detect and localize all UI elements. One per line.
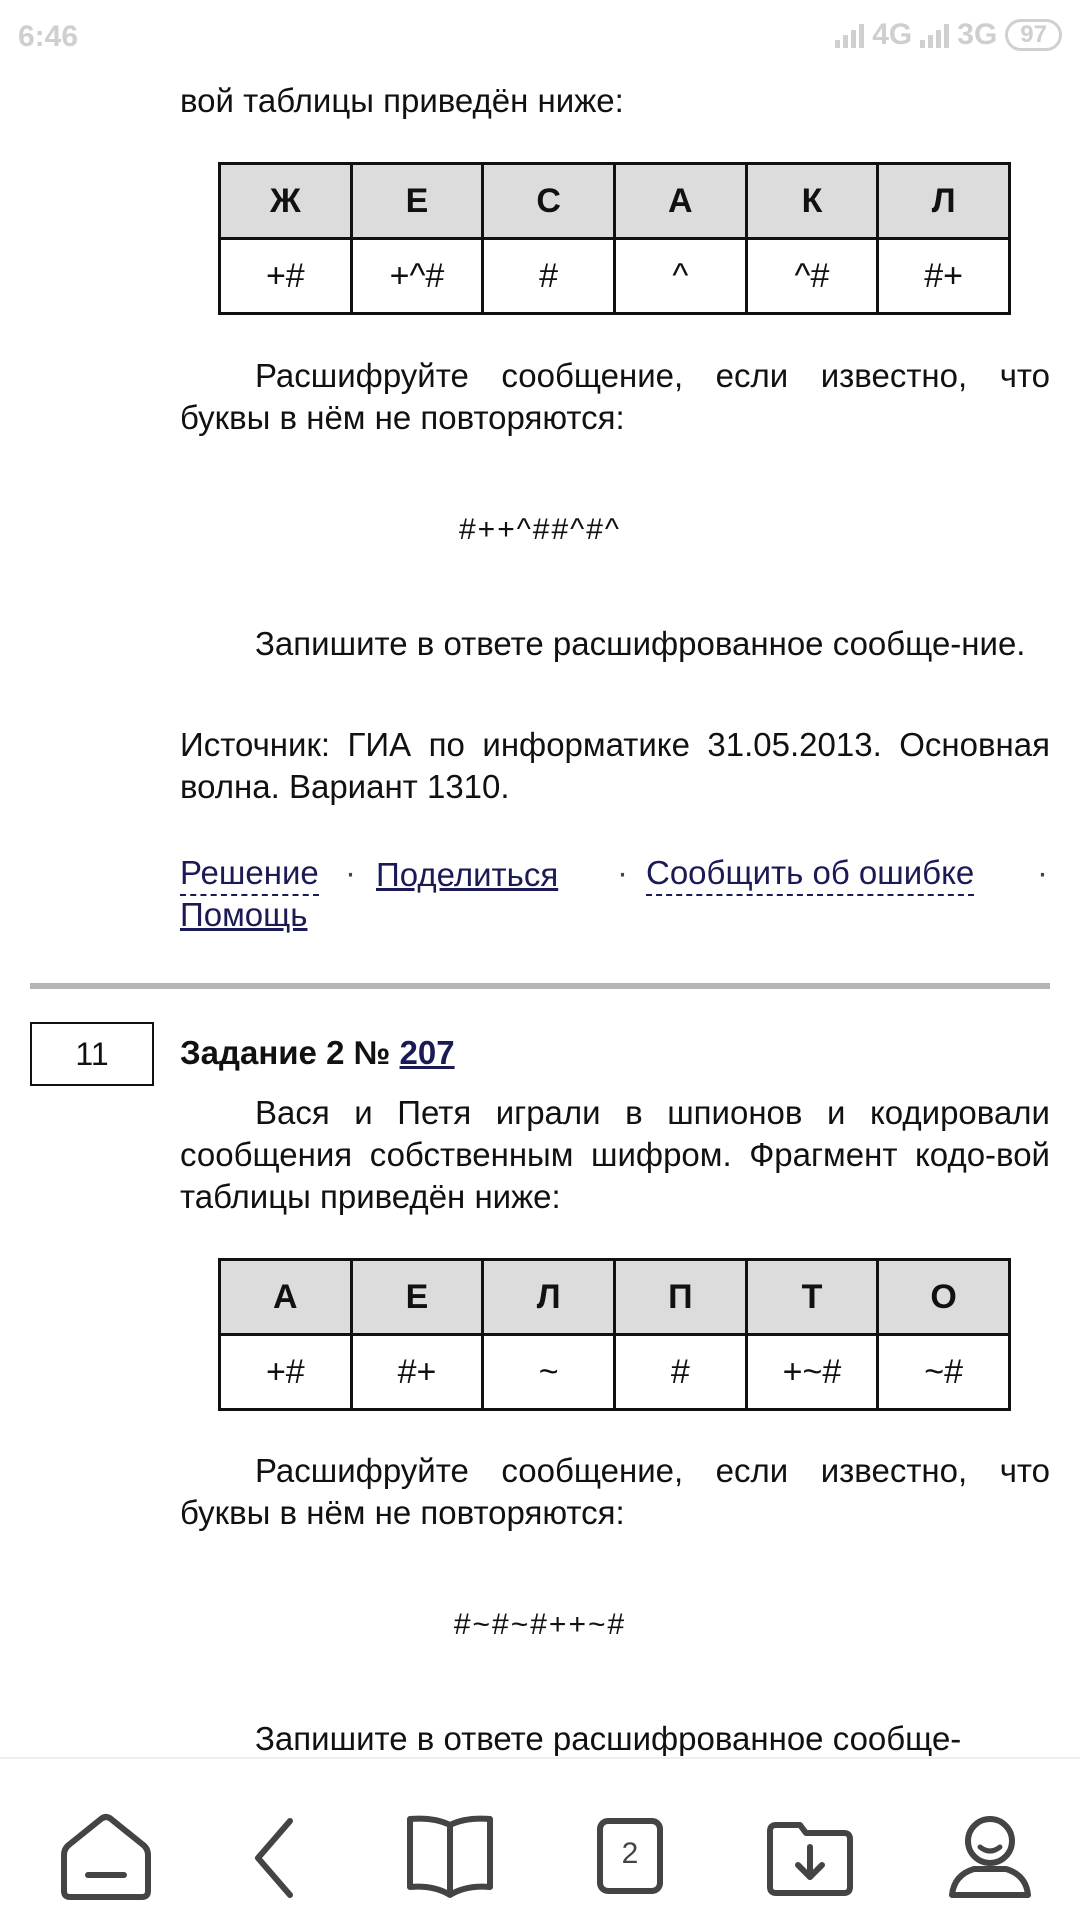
- downloads-icon: [760, 1803, 860, 1903]
- answer-prompt: Запишите в ответе расшифрованное сообще-: [255, 1720, 962, 1756]
- table-cell: #: [483, 239, 615, 314]
- table-cell: ~: [483, 1335, 615, 1410]
- table-cell: Е: [351, 164, 483, 239]
- task-number-badge: 11: [30, 1022, 154, 1086]
- link-separator: ·: [1037, 854, 1048, 891]
- profile-button[interactable]: [940, 1803, 1040, 1903]
- table-cell: Е: [351, 1260, 483, 1335]
- back-icon: [228, 1803, 328, 1903]
- task-id-link[interactable]: 207: [399, 1034, 455, 1071]
- table-cell: +^#: [351, 239, 483, 314]
- code-table-codes: [220, 239, 1010, 314]
- signal-icon: [835, 22, 864, 48]
- tabs-button[interactable]: [580, 1803, 680, 1903]
- bookmarks-button[interactable]: [400, 1803, 500, 1903]
- table-cell: К: [746, 164, 878, 239]
- bottom-navigation-bar: [0, 1757, 1080, 1922]
- table-cell: П: [614, 1260, 746, 1335]
- table-cell: А: [220, 1260, 352, 1335]
- answer-prompt: Запишите в ответе расшифрованное сообще-ние.: [255, 625, 1026, 662]
- home-icon: [56, 1803, 156, 1903]
- task-source: Источник: ГИА по информатике 31.05.2013. Основная волна. Вариант 1310.: [180, 726, 1050, 805]
- table-cell: А: [614, 164, 746, 239]
- table-cell: +~#: [746, 1335, 878, 1410]
- home-button[interactable]: [56, 1803, 156, 1903]
- status-time: 6:46: [18, 20, 79, 53]
- table-cell: Л: [483, 1260, 615, 1335]
- tabs-count: 2: [621, 1837, 639, 1870]
- table-cell: О: [878, 1260, 1010, 1335]
- table-cell: Т: [746, 1260, 878, 1335]
- table-cell: #: [614, 1335, 746, 1410]
- table-cell: Л: [878, 164, 1010, 239]
- code-table: [218, 1258, 1011, 1411]
- table-cell: С: [483, 164, 615, 239]
- section-divider: [30, 983, 1050, 989]
- code-table-letters: [220, 1260, 1010, 1335]
- cipher-message: #~#~#++~#: [453, 1608, 627, 1641]
- table-cell: Ж: [220, 164, 352, 239]
- link-separator: ·: [617, 854, 628, 891]
- code-table: [218, 162, 1011, 315]
- table-cell: +#: [220, 1335, 352, 1410]
- code-table-letters: [220, 164, 1010, 239]
- report-error-link[interactable]: Сообщить об ошибке: [646, 852, 974, 896]
- task-title-prefix: Задание 2 №: [180, 1034, 391, 1071]
- share-link[interactable]: Поделиться: [376, 856, 559, 893]
- table-cell: #+: [878, 239, 1010, 314]
- network-type-2: 3G: [957, 18, 998, 51]
- table-cell: +#: [220, 239, 352, 314]
- status-bar: [0, 0, 1080, 76]
- table-cell: #+: [351, 1335, 483, 1410]
- task-instruction: Расшифруйте сообщение, если известно, что буквы в нём не повторяются:: [180, 1452, 1050, 1531]
- solution-link[interactable]: Решение: [180, 852, 319, 896]
- table-cell: ^#: [746, 239, 878, 314]
- code-table-codes: [220, 1335, 1010, 1410]
- task-links: [180, 852, 1050, 942]
- downloads-button[interactable]: [760, 1803, 860, 1903]
- signal-icon: [920, 22, 949, 48]
- link-separator: ·: [345, 854, 356, 891]
- back-button[interactable]: [228, 1803, 328, 1903]
- profile-icon: [940, 1803, 1040, 1903]
- battery-icon: 97: [1005, 19, 1062, 51]
- help-link[interactable]: Помощь: [180, 896, 308, 933]
- book-icon: [400, 1803, 500, 1903]
- task-intro-tail: вой таблицы приведён ниже:: [180, 82, 624, 119]
- cipher-message: #++^##^#^: [458, 513, 621, 546]
- task-instruction: Расшифруйте сообщение, если известно, что буквы в нём не повторяются:: [180, 357, 1050, 436]
- network-type-1: 4G: [872, 18, 913, 51]
- status-indicators: [835, 18, 1062, 52]
- table-cell: ~#: [878, 1335, 1010, 1410]
- table-cell: ^: [614, 239, 746, 314]
- task-title: [180, 1034, 455, 1072]
- task-intro: Вася и Петя играли в шпионов и кодировали сообщения собственным шифром. Фрагмент кодо-вой таблицы приведён ниже:: [180, 1094, 1050, 1215]
